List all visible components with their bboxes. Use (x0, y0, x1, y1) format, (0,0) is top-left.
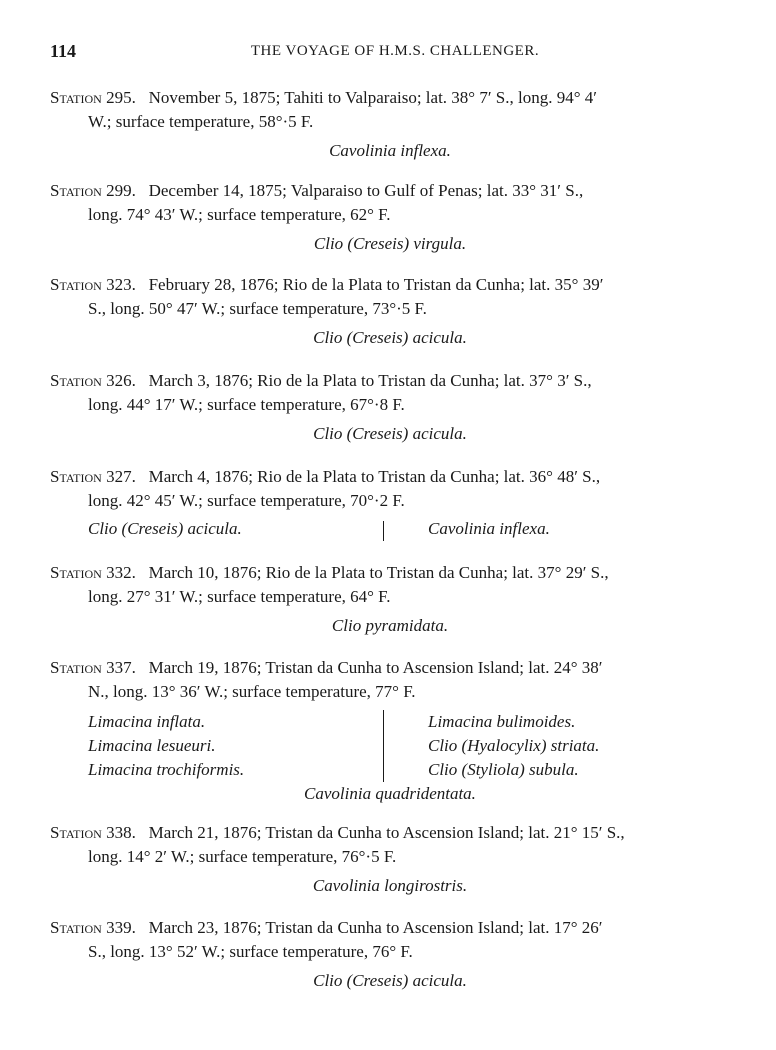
column-divider (383, 710, 384, 782)
species-name: Clio pyramidata. (331, 616, 449, 635)
entry-text: March 19, 1876; Tristan da Cunha to Ascension Island; lat. 24° 38′ (148, 658, 603, 677)
entry-line (50, 465, 730, 489)
station-entry (50, 561, 730, 638)
station-label: Station 327. (50, 467, 136, 486)
station-entry (50, 916, 730, 993)
entry-line: N., long. 13° 36′ W.; surface temperature, 77° F. (88, 682, 416, 701)
species-name: Limacina inflata. (88, 712, 206, 731)
species-name: Limacina trochiformis. (88, 760, 245, 779)
station-entry (50, 273, 730, 350)
species-table (50, 710, 730, 782)
entry-line: S., long. 50° 47′ W.; surface temperature, 73°·5 F. (88, 299, 427, 318)
species-name: Limacina bulimoides. (428, 712, 576, 731)
entry-text: March 21, 1876; Tristan da Cunha to Ascension Island; lat. 21° 15′ S., (148, 823, 625, 842)
station-label: Station 299. (50, 181, 136, 200)
entry-line: long. 44° 17′ W.; surface temperature, 67°·8 F. (88, 395, 405, 414)
species-column-left (88, 710, 244, 782)
entry-line (50, 821, 730, 845)
species-name: Clio (Creseis) acicula. (313, 971, 467, 990)
species-name: Clio (Creseis) virgula. (313, 234, 467, 253)
entry-line (50, 656, 730, 680)
station-label: Station 326. (50, 371, 136, 390)
species-name: Cavolinia inflexa. (428, 519, 550, 538)
station-entry (50, 656, 730, 806)
entry-line (50, 273, 730, 297)
station-entry (50, 821, 730, 898)
station-entry (50, 86, 730, 163)
station-label: Station 337. (50, 658, 136, 677)
entry-text: March 10, 1876; Rio de la Plata to Tristan da Cunha; lat. 37° 29′ S., (148, 563, 609, 582)
entry-line (50, 179, 730, 203)
station-label: Station 295. (50, 88, 136, 107)
entry-line: long. 42° 45′ W.; surface temperature, 70°·2 F. (88, 491, 405, 510)
station-label: Station 338. (50, 823, 136, 842)
column-divider (383, 521, 384, 541)
species-name: Cavolinia inflexa. (329, 141, 451, 160)
entry-line (50, 916, 730, 940)
entry-line: S., long. 13° 52′ W.; surface temperature, 76° F. (88, 942, 413, 961)
entry-text: December 14, 1875; Valparaiso to Gulf of Penas; lat. 33° 31′ S., (148, 181, 584, 200)
species-name: Clio (Creseis) acicula. (313, 328, 467, 347)
entry-text: February 28, 1876; Rio de la Plata to Tristan da Cunha; lat. 35° 39′ (148, 275, 604, 294)
page-number: 114 (50, 41, 77, 61)
entry-text: March 23, 1876; Tristan da Cunha to Ascension Island; lat. 17° 26′ (148, 918, 603, 937)
station-entry (50, 179, 730, 256)
species-name: Cavolinia longirostris. (312, 876, 468, 895)
entry-text: March 4, 1876; Rio de la Plata to Tristan da Cunha; lat. 36° 48′ S., (148, 467, 601, 486)
station-label: Station 332. (50, 563, 136, 582)
species-column-right (428, 710, 599, 782)
station-label: Station 323. (50, 275, 136, 294)
species-name: Clio (Styliola) subula. (428, 760, 579, 779)
station-label: Station 339. (50, 918, 136, 937)
station-entry (50, 465, 730, 543)
species-two-column (50, 517, 730, 543)
species-name: Limacina lesueuri. (88, 736, 216, 755)
running-title: THE VOYAGE OF H.M.S. CHALLENGER. (250, 43, 540, 59)
entry-text: March 3, 1876; Rio de la Plata to Tristan da Cunha; lat. 37° 3′ S., (148, 371, 592, 390)
entry-line (50, 369, 730, 393)
entry-line (50, 86, 730, 110)
entry-line: long. 74° 43′ W.; surface temperature, 62° F. (88, 205, 391, 224)
entry-line (50, 561, 730, 585)
station-entry (50, 369, 730, 446)
entry-text: November 5, 1875; Tahiti to Valparaiso; lat. 38° 7′ S., long. 94° 4′ (148, 88, 598, 107)
species-name: Clio (Creseis) acicula. (313, 424, 467, 443)
entry-line: long. 27° 31′ W.; surface temperature, 64° F. (88, 587, 391, 606)
species-name: Clio (Creseis) acicula. (88, 519, 242, 538)
page-header (50, 41, 740, 67)
entry-line: W.; surface temperature, 58°·5 F. (88, 112, 314, 131)
entry-line: long. 14° 2′ W.; surface temperature, 76°·5 F. (88, 847, 397, 866)
species-name: Cavolinia quadridentata. (304, 784, 476, 803)
species-name: Clio (Hyalocylix) striata. (428, 736, 600, 755)
